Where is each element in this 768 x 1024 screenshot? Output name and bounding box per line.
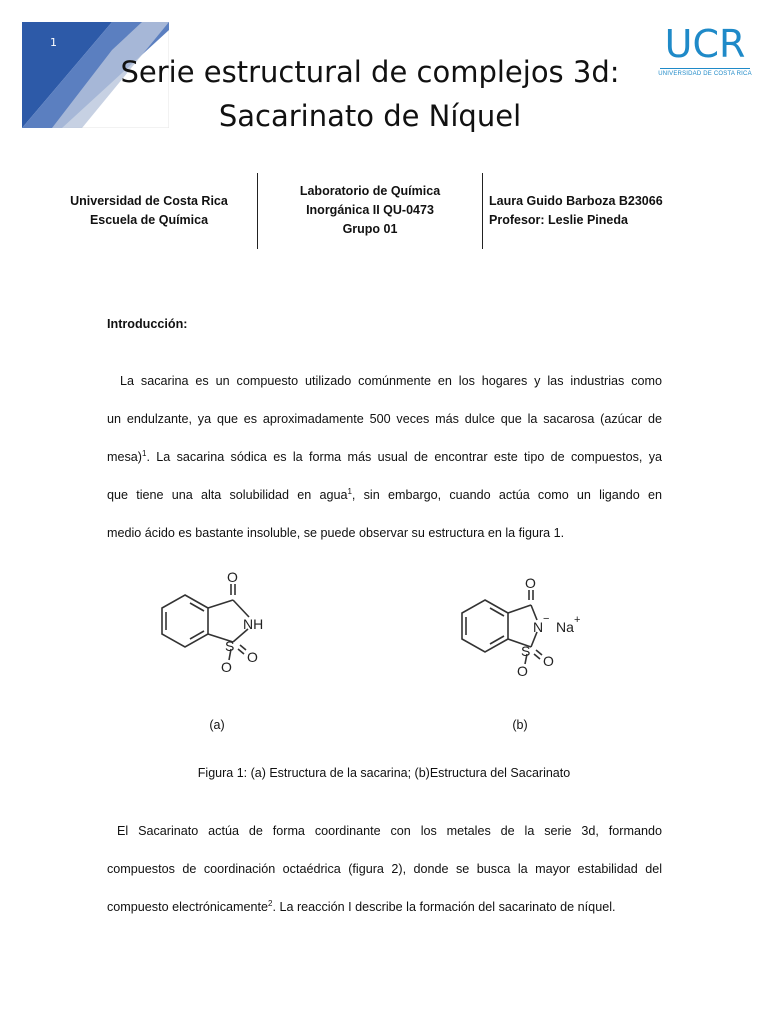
atom-label: O <box>543 653 554 669</box>
title-line-1: Serie estructural de complejos 3d: <box>120 55 620 89</box>
atom-label: S <box>521 643 531 659</box>
para2-line-3 <box>107 888 662 926</box>
figure-caption: Figura 1: (a) Estructura de la sacarina; (b)Estructura del Sacarinato <box>197 766 571 780</box>
logo-letters: UCR <box>664 22 746 66</box>
citation-ref: 1 <box>347 486 352 496</box>
info-divider-2 <box>482 173 483 249</box>
figure-label-b: (b) <box>512 718 528 732</box>
intro-text-4b: , sin embargo, cuando actúa como un ligando en <box>351 488 662 502</box>
intro-text-3b: . La sacarina sódica es la forma más usual de encontrar este tipo de compuestos, ya <box>146 450 662 464</box>
saccharin-structure <box>155 565 285 680</box>
intro-heading: Introducción: <box>107 317 188 331</box>
intro-line-2 <box>107 400 662 438</box>
professor-name: Profesor: Leslie Pineda <box>489 213 628 227</box>
charge-label: + <box>574 614 581 626</box>
intro-text-5: medio ácido es bastante insoluble, se puede observar su estructura en la figura 1. <box>107 526 565 540</box>
institution-name: Universidad de Costa Rica <box>70 194 228 208</box>
para2-text-2: compuestos de coordinación octaédrica (figura 2), donde se busca la mayor estabilidad del <box>107 862 662 876</box>
intro-line-3 <box>107 438 662 476</box>
intro-line-4 <box>107 476 662 514</box>
saccharinate-structure <box>455 570 595 685</box>
intro-line-5 <box>107 514 662 552</box>
page-number: 1 <box>50 36 57 49</box>
logo-subtitle: UNIVERSIDAD DE COSTA RICA <box>658 71 752 77</box>
page-title <box>100 50 640 138</box>
intro-text-4a: que tiene una alta solubilidad en agua <box>107 488 348 502</box>
citation-ref: 2 <box>268 898 273 908</box>
info-author <box>489 173 739 249</box>
intro-text-1: La sacarina es un compuesto utilizado comúnmente en los hogares y las industrias como <box>120 374 662 388</box>
school-name: Escuela de Química <box>89 213 209 227</box>
title-line-2: Sacarinato de Níquel <box>218 99 522 133</box>
para2-line-1 <box>107 812 662 850</box>
body-paragraph <box>107 812 662 926</box>
atom-label: N <box>533 619 544 635</box>
info-institution <box>40 173 258 249</box>
para2-text-1: El Sacarinato actúa de forma coordinante con los metales de la serie 3d, formando <box>117 824 662 838</box>
course-line-2: Inorgánica II QU-0473 <box>306 203 434 217</box>
figure-label-a: (a) <box>209 718 225 732</box>
course-group: Grupo 01 <box>342 222 398 236</box>
atom-label: O <box>247 649 258 665</box>
intro-text-2: un endulzante, ya que es aproximadamente 500 veces más dulce que la sacarosa (azúcar de <box>107 412 662 426</box>
logo-divider <box>660 68 750 69</box>
intro-text-3a: mesa) <box>107 450 142 464</box>
atom-label: NH <box>243 616 264 632</box>
para2-text-3b: . La reacción I describe la formación del sacarinato de níquel. <box>272 900 616 914</box>
atom-label: Na <box>556 619 574 635</box>
ucr-logo <box>656 24 754 80</box>
para2-text-3a: compuesto electrónicamente <box>107 900 269 914</box>
atom-label: O <box>525 575 536 591</box>
charge-label: − <box>543 613 550 625</box>
atom-label: O <box>227 569 238 585</box>
info-course <box>258 173 482 249</box>
intro-paragraph <box>107 362 662 552</box>
para2-line-2 <box>107 850 662 888</box>
citation-ref: 1 <box>142 448 147 458</box>
atom-label: O <box>517 663 528 679</box>
author-name: Laura Guido Barboza B23066 <box>489 194 663 208</box>
atom-label: O <box>221 659 232 675</box>
intro-line-1 <box>107 362 662 400</box>
atom-label: S <box>225 638 235 654</box>
course-line-1: Laboratorio de Química <box>299 184 441 198</box>
